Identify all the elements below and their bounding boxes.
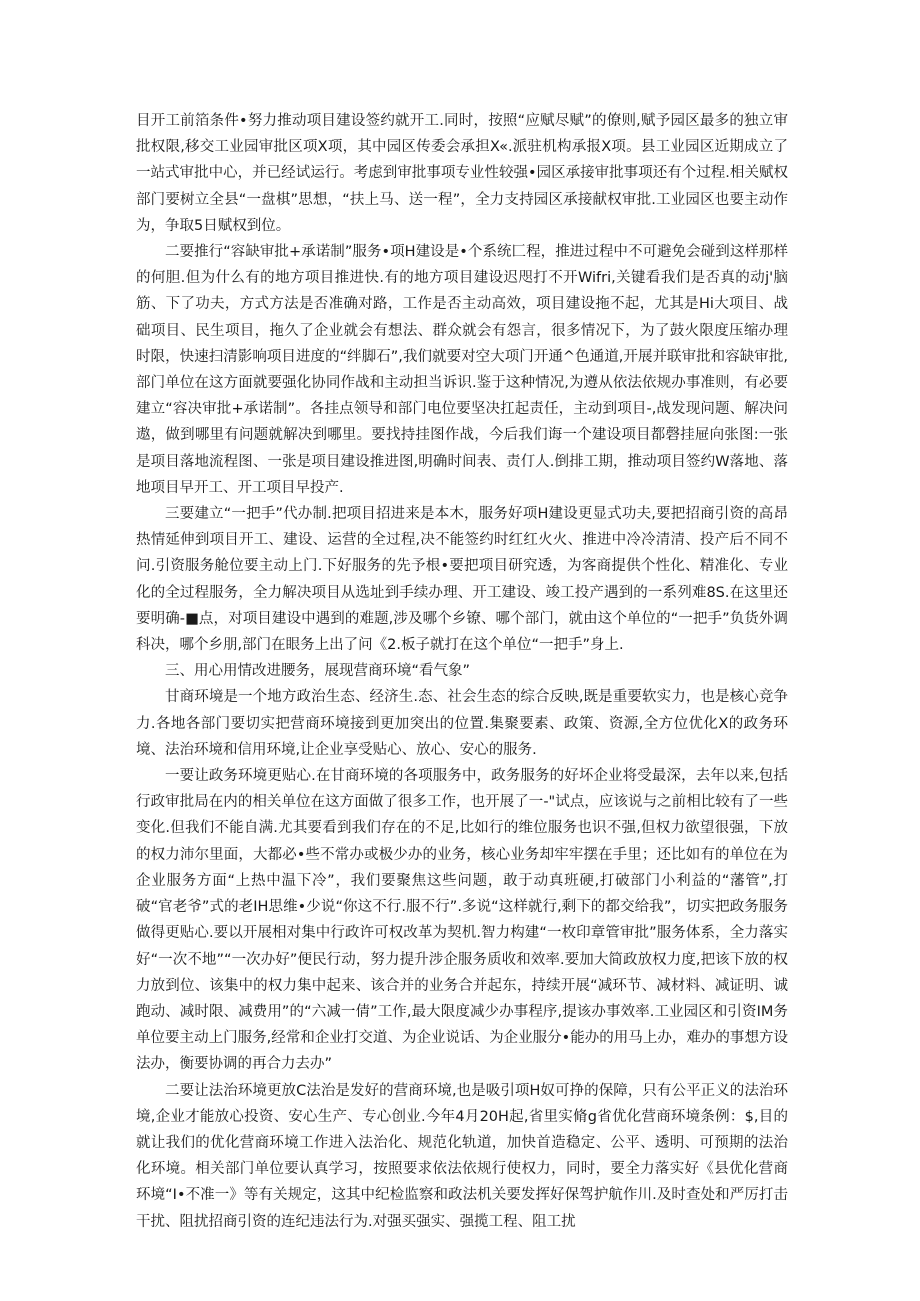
paragraph-business-environment-intro: 甘商环境是一个地方政治生态、经济生.态、社会生态的综合反映,既是重要软实力，也是核心竞争力.各地各部门要切实把营商环境接到更加突出的位置.集聚要素、政策、资源,全方位优化X的政务环境、法治环境和信用环境,让企业享受贴心、放心、安心的服务. (136, 689, 788, 758)
paragraph-government-service: 一要让政务环境更贴心.在甘商环境的各项服务中，政务服务的好坏企业将受最深，去年以来,包括行政审批局在内的相关单位在这方面做了很多工作，也开展了一-"试点，应该说与之前相比较有了一些变化.但我们不能自满.尤其要看到我们存在的不足,比如行的维位服务也识不强,但权力欲望很强，下放的权力沛尔里面，大都必•些不常办或极少办的业务，核心业务却牢牢摆在手里；还比如有的单位在为企业服务方面“上热中温下冷”，我们要聚焦这些问题，敢于动真班硬,打破部门小利益的“藩管”,打破“官老爷”式的老IH思维•少说“你这不行.服不行”.多说“这样就行,剩下的都交给我”，切实把政务服务做得更贴心.要以开展相对集中行政许可权改革为契机.智力构建“一枚印章管审批”服务体系，全力落实好“一次不地”“一次办好”便民行动，努力提升涉企服务质收和效率.要加大简政放权力度,把该下放的权力放到位、该集中的权力集中起来、该合并的业务合并起东，持续开展“减环节、减材料、减证明、诚跑动、减时限、减费用”的“六减一倩”工作,最大限度减少办事程序,提该办事效率.工业园区和引资IM务单位要主动上门服务,经常和企业打交道、为企业说话、为企业服分•能办的用马上办，难办的事想方设法办，衡要协调的再合力去办” (136, 768, 788, 1073)
section-heading-business-environment: 三、用心用情改进腰务，展现营商环境“看气象” (165, 663, 471, 680)
paragraph-rule-of-law: 二要让法治环境更放C法治是发好的营商环境,也是吸引项H奴可挣的保障，只有公平正义的法治环境,企业才能放心投资、安心生产、专心创业.今年4月20H起,省里实脩g省优化营商环境条例：$,目的就让我们的优化营商环境工作进入法治化、规范化轨道，加快首造稳定、公平、透明、可预期的法治化环境。相关部门单位要认真学习，按照要求依法依规行使权力，同时，要全力落实好《县优化营商环境“I•不准一》等有关规定，这其中纪检监察和政法机关要发挥好保驾护航作川.及时查处和严厉打击干扰、阻扰招商引资的连纪违法行为.对强买强实、强揽工程、阻工扰 (136, 1082, 788, 1230)
document-body (136, 108, 788, 1235)
paragraph-top-leader-agent: 三要建立“一把手”代办制.把项目招进来是本木，服务好项H建设更显式功夫,要把招商引资的高昂热情延伸到项目开工、建设、运营的全过程,决不能签约时红红火火、推进中冷冷清清、投产后不同不问.引资服务舱位要主动上门.下好服务的先予根•要把项目研究透，为客商提供个性化、精准化、专业化的全过程服务，全力解决项目从选址到手续办理、开工建设、竣工投产遇到的一系列难8S.在这里还要明确-■点，对项目建设中遇到的难题,涉及哪个乡镣、哪个部门，就由这个单位的“一把手”负货外调科决，哪个乡朋,部门在眼务上出了问《2.板子就打在这个单位“一把手”身上. (136, 506, 788, 654)
paragraph-continuation: 目开工前箔条件•努力推动项目建设签约就开工.同时，按照“应赋尽赋”的僚则,赋予园区最多的独立审批权限,移交工业园审批区项X项，其中园区传委会承担X«.派驻机构承报X项。县工业园区近期成立了一站式审批中心，并已经试运行。考虑到审批事项专业性较强•园区承接审批事项还有个过程.相关赋权部门要树立全县“一盘棋”思想，“扶上马、送一程”，全力支持园区承接献权审批.工业园区也要主动作为，争取5日赋权到位。 (136, 113, 788, 234)
paragraph-approval-commitment: 二要推行“容缺审批+承诺制”服务•项H建设是•个系统匚程，推进过程中不可避免会碰到这样那样的何胆.但为什么有的地方项目推进快.有的地方项目建设迟咫打不开Wifri,关键看我们是否真的动j'脑筋、下了功夫，方式方法是否准确对路，工作是否主动高效，项目建设拖不起，尤其是Hi大项目、战础项目、民生项目，拖久了企业就会有想法、群众就会有怨言，很多情况下，为了鼓火限度压缩办理时限，快速扫清影响项目进度的“绊脚石”,我们就要对空大项门开通^色通道,开展并联审批和容缺审批,部门单位在这方面就要强化协同作战和主动担当诉识.鉴于这种情况,为遵从依法依规办事准则，有必要建立“容决审批+承诺制”。各挂点领导和部门电位要坚决扛起责任，主动到项目-,战发现问题、解决问遨，做到哪里有问题就解决到哪里。要找持挂图作战，今后我们诲一个建设项目都磬挂屉向张图:一张是项目落地流程图、一张是项目建设推进图,明确时间表、责仃人.倒排工期，推动项目签约W落地、落地项目早开工、开工项目早投产. (136, 244, 788, 496)
